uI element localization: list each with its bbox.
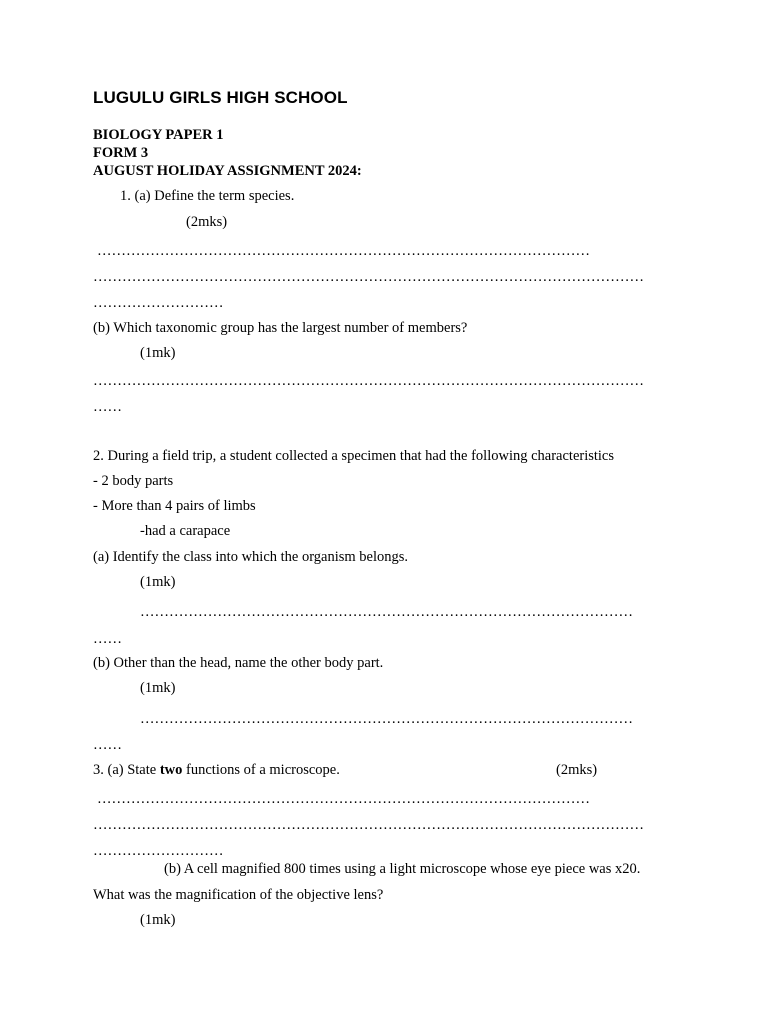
q2a-text: (a) Identify the class into which the organism belongs. — [93, 549, 409, 565]
q3a-marks: (2mks) — [556, 762, 598, 778]
q2-characteristic: -had a carapace — [140, 523, 231, 539]
answer-line: ……………………… — [93, 295, 224, 311]
answer-line: …… — [93, 631, 122, 647]
q2-characteristic: - More than 4 pairs of limbs — [93, 498, 256, 514]
q2-intro: 2. During a field trip, a student collected a specimen that had the following characteristics — [93, 448, 615, 464]
answer-line: …………………………………………………………………………………………………… — [93, 269, 644, 285]
q3b-text: (b) A cell magnified 800 times using a light microscope whose eye piece was x20. — [164, 861, 641, 877]
answer-line: ………………………………………………………………………………………… — [140, 604, 633, 620]
q2-characteristic: - 2 body parts — [93, 473, 174, 489]
q1b-text: (b) Which taxonomic group has the largest number of members? — [93, 320, 468, 336]
answer-line: ………………………………………………………………………………………… — [97, 243, 590, 259]
q3a-prefix: 3. (a) State — [93, 762, 160, 778]
form-heading: FORM 3 — [93, 145, 149, 161]
answer-line: ………………………………………………………………………………………… — [97, 791, 590, 807]
answer-line: ……………………… — [93, 843, 224, 859]
q3a-emphasis: two — [159, 762, 183, 778]
q3a-suffix: functions of a microscope. — [182, 762, 340, 778]
q3b-marks: (1mk) — [140, 912, 176, 928]
answer-line: …………………………………………………………………………………………………… — [93, 373, 644, 389]
q2b-marks: (1mk) — [140, 680, 176, 696]
q2b-text: (b) Other than the head, name the other body part. — [93, 655, 384, 671]
q1a-text: 1. (a) Define the term species. — [120, 188, 295, 204]
subject-heading: BIOLOGY PAPER 1 — [93, 127, 224, 143]
q2a-marks: (1mk) — [140, 574, 176, 590]
answer-line: …… — [93, 399, 122, 415]
q1b-marks: (1mk) — [140, 345, 176, 361]
q3a-text — [93, 761, 340, 779]
assignment-heading: AUGUST HOLIDAY ASSIGNMENT 2024: — [93, 163, 362, 179]
answer-line: …… — [93, 737, 122, 753]
answer-line: …………………………………………………………………………………………………… — [93, 817, 644, 833]
q3b-text-cont: What was the magnification of the objective lens? — [93, 887, 384, 903]
school-title: LUGULU GIRLS HIGH SCHOOL — [93, 88, 348, 107]
q1a-marks: (2mks) — [186, 214, 228, 230]
answer-line: ………………………………………………………………………………………… — [140, 711, 633, 727]
